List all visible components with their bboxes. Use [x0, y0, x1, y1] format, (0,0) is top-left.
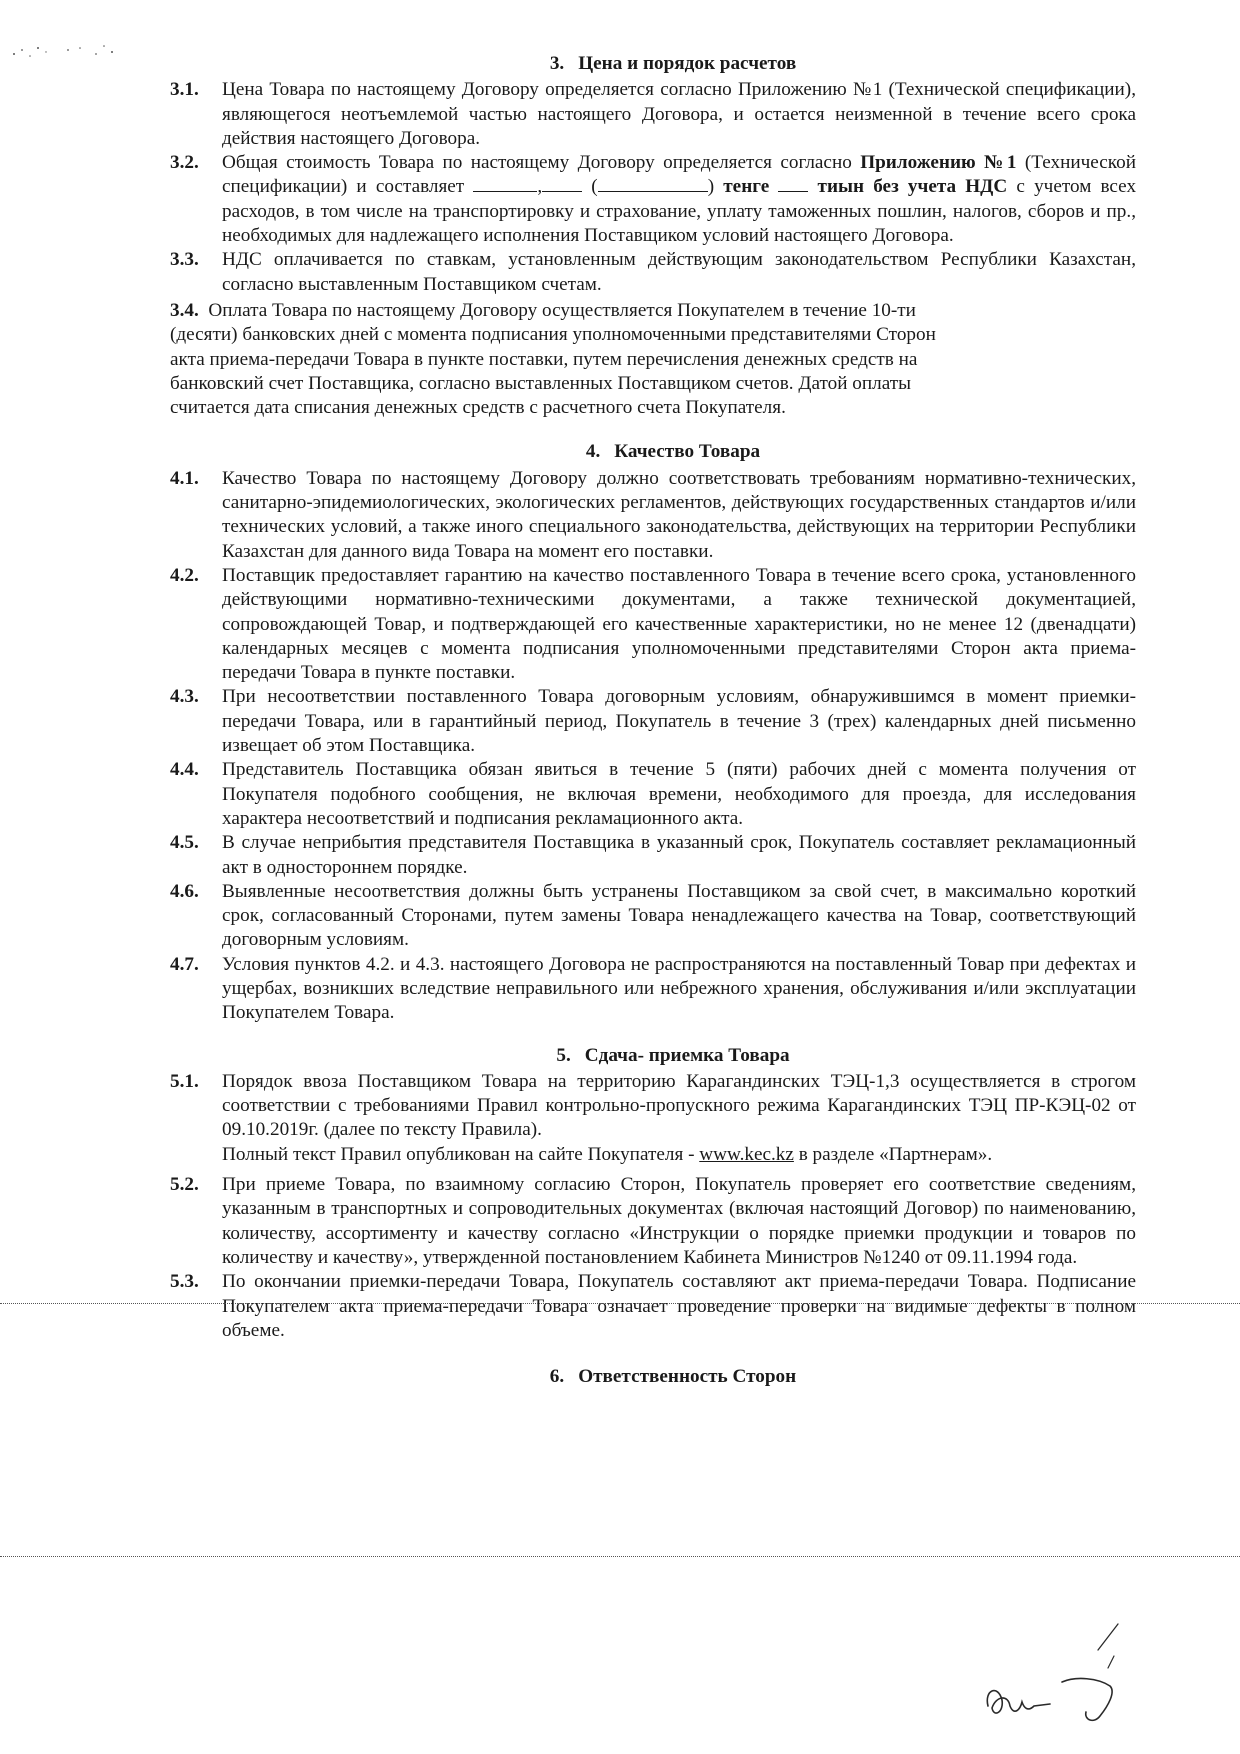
- clause-line: банковский счет Поставщика, согласно выставленных Поставщиком счетов. Датой оплаты: [170, 372, 912, 394]
- scan-page-fold-line: [0, 1303, 1240, 1304]
- clause-text: [222, 1070, 1136, 1167]
- clause-line: акта приема-передачи Товара в пункте поставки, путем перечисления денежных средств на: [170, 348, 918, 370]
- clause-text: Качество Товара по настоящему Договору должно соответствовать требованиям нормативно-технических, санитарно-эпидемиологических, экологических регламентов, действующих государственных стандартов и/или технических условий, а также иного специального законодательства, действующих на территории Республики Казахстан для данного вида Товара на момент его поставки.: [222, 467, 1136, 562]
- section-5: [170, 1044, 1136, 1344]
- clause-line: (десяти) банковских дней с момента подписания уполномоченными представителями Сторон: [170, 324, 936, 346]
- clause-3-2: [170, 151, 1136, 248]
- clause-4-1: [170, 467, 1136, 564]
- clause-text-part: с учетом всех расходов, в том числе на транспортировку и страхование, уплату таможенных пошлин, налогов, сборов и пр., необходимых для надлежащего исполнения Поставщиком условий настоящего Договора.: [222, 176, 1137, 247]
- clause-text: По окончании приемки-передачи Товара, Покупатель составляют акт приема-передачи Товара. Подписание Покупателем акта приема-передачи Товара означает проведение проверки на видимые дефекты в полном объеме.: [222, 1271, 1136, 1341]
- section-title: [170, 440, 1136, 464]
- clause-text: Цена Товара по настоящему Договору определяется согласно Приложению №1 (Технической спецификации), являющегося неотъемлемой частью настоящего Договора, и остается неизменной в течение всего срока действия настоящего Договора.: [222, 79, 1136, 149]
- clause-line: Оплата Товара по настоящему Договору осуществляется Покупателем в течение 10-ти: [208, 299, 916, 321]
- section-heading: Ответственность Сторон: [578, 1366, 797, 1388]
- section-4: [170, 440, 1136, 1025]
- clause-number: 4.6.: [170, 880, 199, 902]
- clause-3-1: [170, 78, 1136, 151]
- clause-3-4: [170, 299, 1136, 420]
- clause-4-7: [170, 953, 1136, 1026]
- amount-blank: [542, 175, 582, 192]
- section-3: [170, 52, 1136, 420]
- website-link[interactable]: www.kec.kz: [699, 1143, 794, 1165]
- section-heading: Сдача- приемка Товара: [584, 1044, 790, 1066]
- clause-number: 4.2.: [170, 564, 199, 586]
- appendix-reference: Приложению №1: [860, 152, 1017, 174]
- document-body: [170, 52, 1136, 1391]
- clause-number: 3.4.: [170, 299, 199, 321]
- section-heading: Качество Товара: [614, 441, 761, 463]
- section-heading: Цена и порядок расчетов: [578, 53, 797, 74]
- clause-5-1: [170, 1070, 1136, 1167]
- clause-number: 4.4.: [170, 759, 199, 781]
- scan-page-fold-line: [0, 1556, 1240, 1557]
- clause-number: 4.3.: [170, 686, 199, 708]
- clause-text: Общая стоимость Товара по настоящему Договору определяется согласно Приложению №1 (Технической спецификации) и составляет , ( ) тенге тиын без учета НДС с учетом всех расходов, в том числе на транспортировку и страхование, уплату таможенных пошлин, налогов, сборов и пр., необходимых для надлежащего исполнения Поставщиком условий настоящего Договора.: [222, 152, 1137, 247]
- handwritten-signature: [980, 1620, 1150, 1730]
- amount-blank: [473, 175, 537, 192]
- clause-number: 3.3.: [170, 249, 199, 271]
- currency-tiyn-no-vat: тиын без учета НДС: [817, 176, 1008, 198]
- clause-text: Представитель Поставщика обязан явиться в течение 5 (пяти) рабочих дней с момента получения от Покупателя подобного сообщения, не включая времени, необходимого для проезда, для исследования характера несоответствий и подписания рекламационного акта.: [222, 759, 1136, 829]
- clause-4-5: [170, 831, 1136, 880]
- section-title: [170, 1044, 1136, 1068]
- clause-text: Условия пунктов 4.2. и 4.3. настоящего Договора не распространяются на поставленный Товар при дефектах и ущербах, возникших вследствие неправильного или небрежного хранения, обслуживания и/или эксплуатации Покупателем Товара.: [222, 953, 1136, 1024]
- clause-3-3: [170, 248, 1136, 297]
- clause-number: 5.1.: [170, 1070, 199, 1092]
- clause-text-part: (Технической спецификации) и составляет: [222, 152, 1137, 198]
- clause-paragraph: Порядок ввоза Поставщиком Товара на территорию Карагандинских ТЭЦ-1,3 осуществляется в строгом соответствии с требованиями Правил контрольно-пропускного режима Карагандинских ТЭЦ ПР-КЭЦ-02 от 09.10.2019г. (далее по тексту Правила).: [222, 1070, 1136, 1141]
- clause-number: 5.3.: [170, 1271, 199, 1293]
- clause-number: 4.7.: [170, 953, 199, 975]
- clause-number: 5.2.: [170, 1174, 199, 1196]
- clause-number: 4.5.: [170, 832, 199, 854]
- section-title: [170, 52, 1136, 76]
- tiyn-blank: [778, 175, 808, 192]
- section-title: [170, 1365, 1136, 1389]
- scan-noise-marks: [8, 40, 128, 70]
- currency-tenge: тенге: [723, 176, 770, 198]
- section-6: [170, 1365, 1136, 1389]
- clause-4-4: [170, 758, 1136, 831]
- clause-4-3: [170, 685, 1136, 758]
- section-number: 3.: [549, 53, 565, 74]
- section-number: 5.: [556, 1044, 571, 1066]
- clause-5-3: [170, 1270, 1136, 1343]
- section-number: 6.: [549, 1366, 565, 1388]
- amount-words-blank: [598, 175, 708, 192]
- clause-text: НДС оплачивается по ставкам, установленным действующим законодательством Республики Казахстан, согласно выставленным Поставщиком счетам.: [222, 249, 1136, 295]
- clause-line: считается дата списания денежных средств с расчетного счета Покупателя.: [170, 397, 786, 419]
- clause-text: Выявленные несоответствия должны быть устранены Поставщиком за свой счет, в максимально короткий срок, согласованный Сторонами, путем замены Товара ненадлежащего качества на Товар, соответствующий договорным условиям.: [222, 880, 1136, 951]
- clause-number: 4.1.: [170, 467, 199, 489]
- clause-number: 3.2.: [170, 152, 199, 174]
- clause-text-part: в разделе «Партнерам».: [798, 1143, 993, 1165]
- clause-5-2: [170, 1173, 1136, 1270]
- clause-text: При приеме Товара, по взаимному согласию Сторон, Покупатель проверяет его соответствие сведениям, указанным в транспортных и сопроводительных документах (включая настоящий Договор) по наименованию, количеству, ассортименту и качеству согласно «Инструкции о порядке приемки продукции и товаров по количеству и качеству», утвержденной постановлением Кабинета Министров №1240 от 09.11.1994 года.: [222, 1174, 1136, 1268]
- section-number: 4.: [585, 441, 601, 463]
- clause-number: 3.1.: [170, 79, 199, 101]
- clause-text: При несоответствии поставленного Товара договорным условиям, обнаружившимся в момент приемки-передачи Товара, или в гарантийный период, Покупатель в течение 3 (трех) календарных дней письменно извещает об этом Поставщика.: [222, 686, 1136, 757]
- clause-4-2: [170, 564, 1136, 685]
- clause-text: Поставщик предоставляет гарантию на качество поставленного Товара в течение всего срока, установленного действующими нормативно-техническими документами, а также технической документацией, сопровождающей Товар, и подтверждающей его качественные характеристики, но не менее 12 (двенадцати) календарных месяцев с момента подписания уполномоченными представителями Сторон акта приема-передачи Товара в пункте поставки.: [222, 564, 1136, 684]
- clause-4-6: [170, 880, 1136, 953]
- clause-paragraph: [222, 1143, 1136, 1167]
- clause-text-part: Общая стоимость Товара по настоящему Договору определяется согласно: [222, 152, 852, 174]
- clause-text-part: Полный текст Правил опубликован на сайте Покупателя -: [222, 1143, 695, 1165]
- clause-text: В случае неприбытия представителя Поставщика в указанный срок, Покупатель составляет рекламационный акт в одностороннем порядке.: [222, 832, 1136, 878]
